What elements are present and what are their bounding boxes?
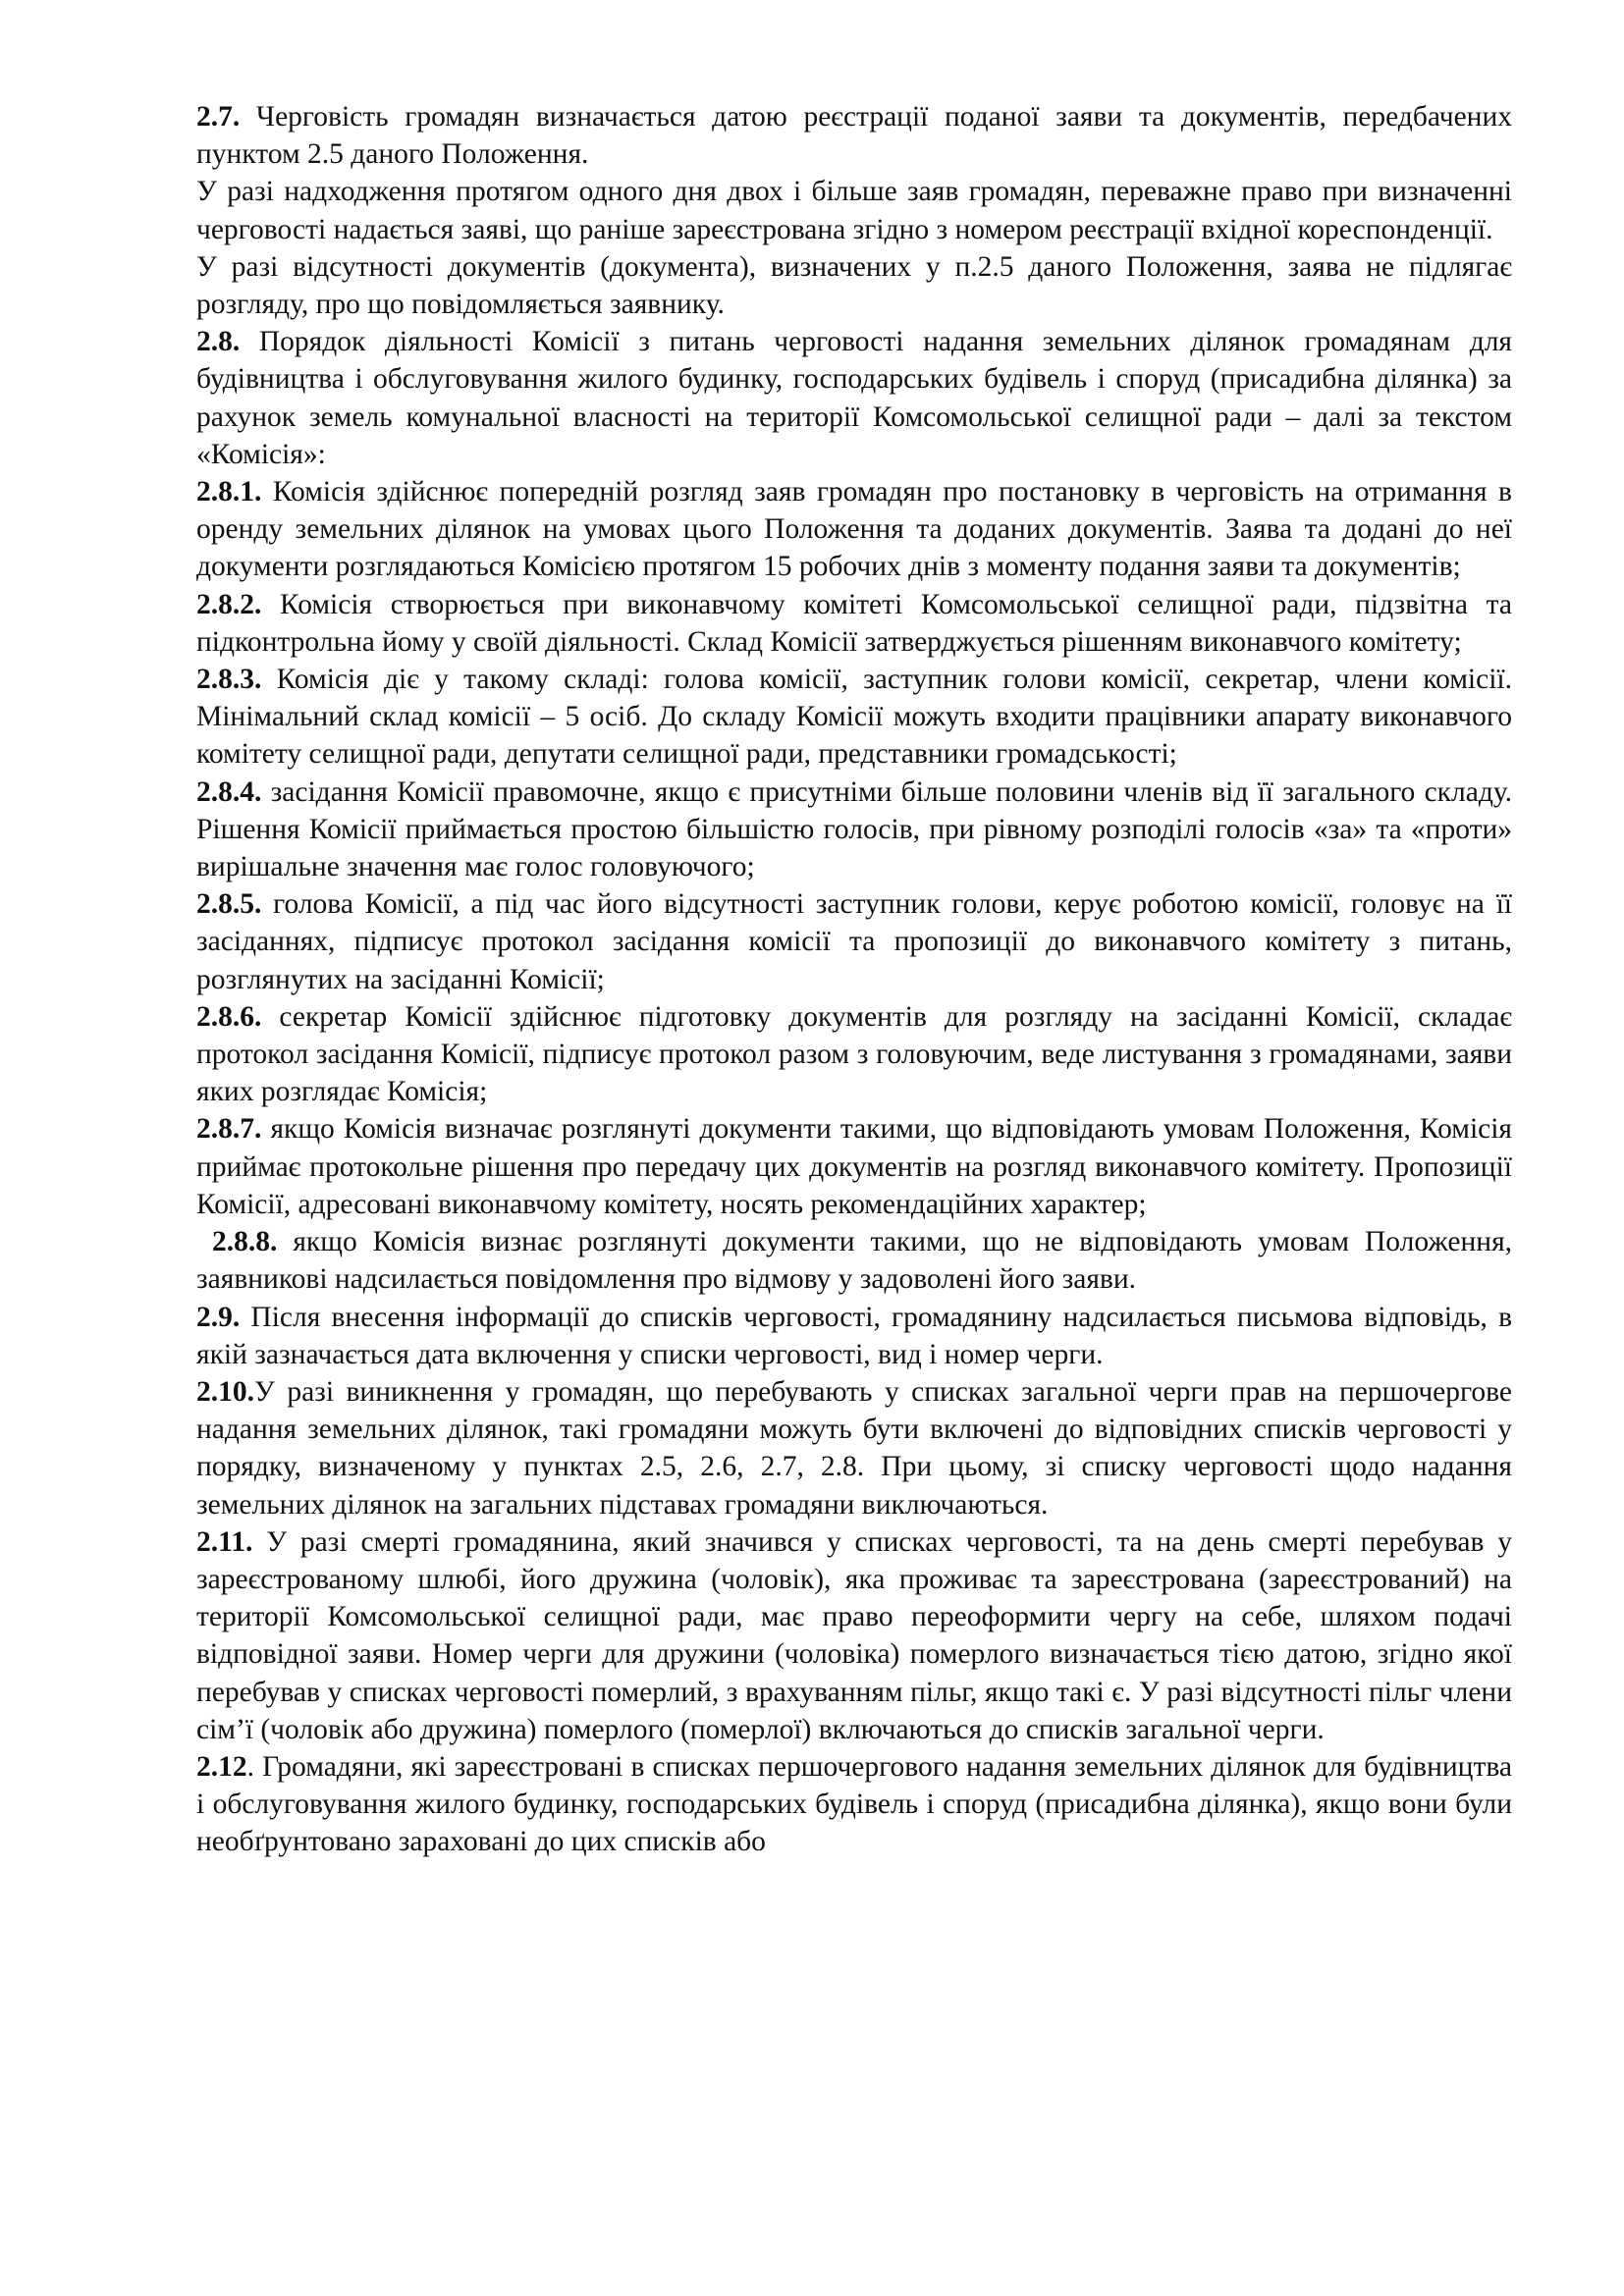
paragraph-text: У разі відсутності документів (документа), визначених у п.2.5 даного Положення, заява не підлягає розгляду, про що повідомляється заявнику. xyxy=(196,250,1512,321)
paragraph-2-11 xyxy=(196,1523,1512,1748)
clause-number: 2.7. xyxy=(196,101,241,133)
paragraph-text: якщо Комісія визначає розглянуті документи такими, що відповідають умовам Положення, Комісія приймає протокольне рішення про передачу цих документів на розгляд виконавчого комітету. Пропозиції Комісії, адресовані виконавчому комітету, носять рекомендаційних характер; xyxy=(196,1113,1512,1220)
paragraph-2-8-7 xyxy=(196,1110,1512,1223)
paragraph-text: Черговість громадян визначається датою реєстрації поданої заяви та документів, передбачених пунктом 2.5 даного Положення. xyxy=(196,101,1512,171)
paragraph-text: У разі надходження протягом одного дня двох і більше заяв громадян, переважне право при визначенні черговості надається заяві, що раніше зареєстрована згідно з номером реєстрації вхідної кореспонденції. xyxy=(196,176,1512,245)
paragraph-2-7-cont-2 xyxy=(196,248,1512,323)
paragraph-2-8 xyxy=(196,323,1512,473)
paragraph-text: Комісія здійснює попередній розгляд заяв громадян про постановку в черговість на отримання в оренду земельних ділянок на умовах цього Положення та доданих документів. Заява та додані до неї документи розглядаються Комісією протягом 15 робочих днів з моменту подання заяви та документів; xyxy=(196,476,1512,583)
paragraph-text: Комісія створюється при виконавчому комітеті Комсомольської селищної ради, підзвітна та підконтрольна йому у своїй діяльності. Склад Комісії затверджується рішенням виконавчого комітету; xyxy=(196,588,1512,658)
paragraph-text: якщо Комісія визнає розглянуті документи такими, що не відповідають умовам Положення, заявникові надсилається повідомлення про відмову у задоволені його заяви. xyxy=(196,1226,1520,1296)
clause-number: 2.8.3. xyxy=(196,664,262,696)
paragraph-text: голова Комісії, а під час його відсутності заступник голови, керує роботою комісії, головує на її засіданнях, підписує протокол засідання комісії та пропозиції до виконавчого комітету з питань, розглянутих на засіданні Комісії; xyxy=(196,888,1512,995)
paragraph-2-8-3 xyxy=(196,661,1512,774)
paragraph-2-7 xyxy=(196,98,1512,173)
clause-number: 2.8.4. xyxy=(196,775,262,808)
clause-number: 2.8.8. xyxy=(196,1226,278,1258)
paragraph-text: У разі виникнення у громадян, що перебувають у списках загальної черги прав на першочергове надання земельних ділянок, такі громадяни можуть бути включені до відповідних списків черговості у порядку, визначеному у пунктах 2.5, 2.6, 2.7, 2.8. При цьому, зі списку черговості щодо надання земельних ділянок на загальних підставах громадяни виключаються. xyxy=(196,1375,1512,1521)
paragraph-text: Комісія діє у такому складі: голова комісії, заступник голови комісії, секретар, члени комісії. Мінімальний склад комісії – 5 осіб. До складу Комісії можуть входити працівники апарату виконавчого комітету селищної ради, депутати селищної ради, представники громадськості; xyxy=(196,664,1512,771)
document-page xyxy=(196,98,1520,1861)
paragraph-text: засідання Комісії правомочне, якщо є присутніми більше половини членів від її загального складу. Рішення Комісії приймається простою більшістю голосів, при рівному розподілі голосів «за» та «проти» вирішальне значення має голос головуючого; xyxy=(196,775,1512,883)
paragraph-2-8-2 xyxy=(196,586,1512,661)
paragraph-2-8-1 xyxy=(196,473,1512,586)
paragraph-text: секретар Комісії здійснює підготовку документів для розгляду на засіданні Комісії, складає протокол засідання Комісії, підписує протокол разом з головуючим, веде листування з громадянами, заяви яких розглядає Комісія; xyxy=(196,1000,1512,1108)
paragraph-2-12 xyxy=(196,1748,1512,1861)
clause-number: 2.8.6. xyxy=(196,1000,262,1033)
clause-number: 2.8.2. xyxy=(196,588,262,620)
paragraph-2-8-6 xyxy=(196,998,1512,1111)
clause-number: 2.9. xyxy=(196,1301,241,1333)
clause-number: 2.8.7. xyxy=(196,1113,262,1146)
paragraph-text: . Громадяни, які зареєстровані в списках першочергового надання земельних ділянок для будівництва і обслуговування жилого будинку, господарських будівель і споруд (присадибна ділянка), якщо вони були необґрунтовано зараховані до цих списків або xyxy=(196,1750,1512,1858)
clause-number: 2.12 xyxy=(196,1750,247,1783)
paragraph-2-8-8 xyxy=(196,1223,1520,1298)
paragraph-text: У разі смерті громадянина, який значився у списках черговості, та на день смерті перебував у зареєстрованому шлюбі, його дружина (чоловік), яка проживає та зареєстрована (зареєстрований) на території Комсомольської селищної ради, має право переоформити чергу на себе, шляхом подачі відповідної заяви. Номер черги для дружини (чоловіка) померлого визначається тією датою, згідно якої перебував у списках черговості померлий, з врахуванням пільг, якщо такі є. У разі відсутності пільг члени сім’ї (чоловік або дружина) померлого (померлої) включаються до списків загальної черги. xyxy=(196,1525,1512,1745)
paragraph-2-8-5 xyxy=(196,885,1512,998)
clause-number: 2.10. xyxy=(196,1375,254,1408)
clause-number: 2.8.1. xyxy=(196,476,262,508)
clause-number: 2.8. xyxy=(196,326,241,358)
clause-number: 2.11. xyxy=(196,1525,253,1558)
paragraph-text: Після внесення інформації до списків черговості, громадянину надсилається письмова відповідь, в якій зазначається дата включення у списки черговості, вид і номер черги. xyxy=(196,1301,1512,1370)
clause-number: 2.8.5. xyxy=(196,888,262,921)
paragraph-2-7-cont-1 xyxy=(196,173,1512,247)
paragraph-text: Порядок діяльності Комісії з питань черговості надання земельних ділянок громадянам для будівництва і обслуговування жилого будинку, господарських будівель і споруд (присадибна ділянка) за рахунок земель комунальної власності на території Комсомольської селищної ради – далі за текстом «Комісія»: xyxy=(196,326,1512,470)
paragraph-2-9 xyxy=(196,1299,1512,1373)
paragraph-2-8-4 xyxy=(196,774,1512,886)
paragraph-2-10 xyxy=(196,1373,1512,1523)
